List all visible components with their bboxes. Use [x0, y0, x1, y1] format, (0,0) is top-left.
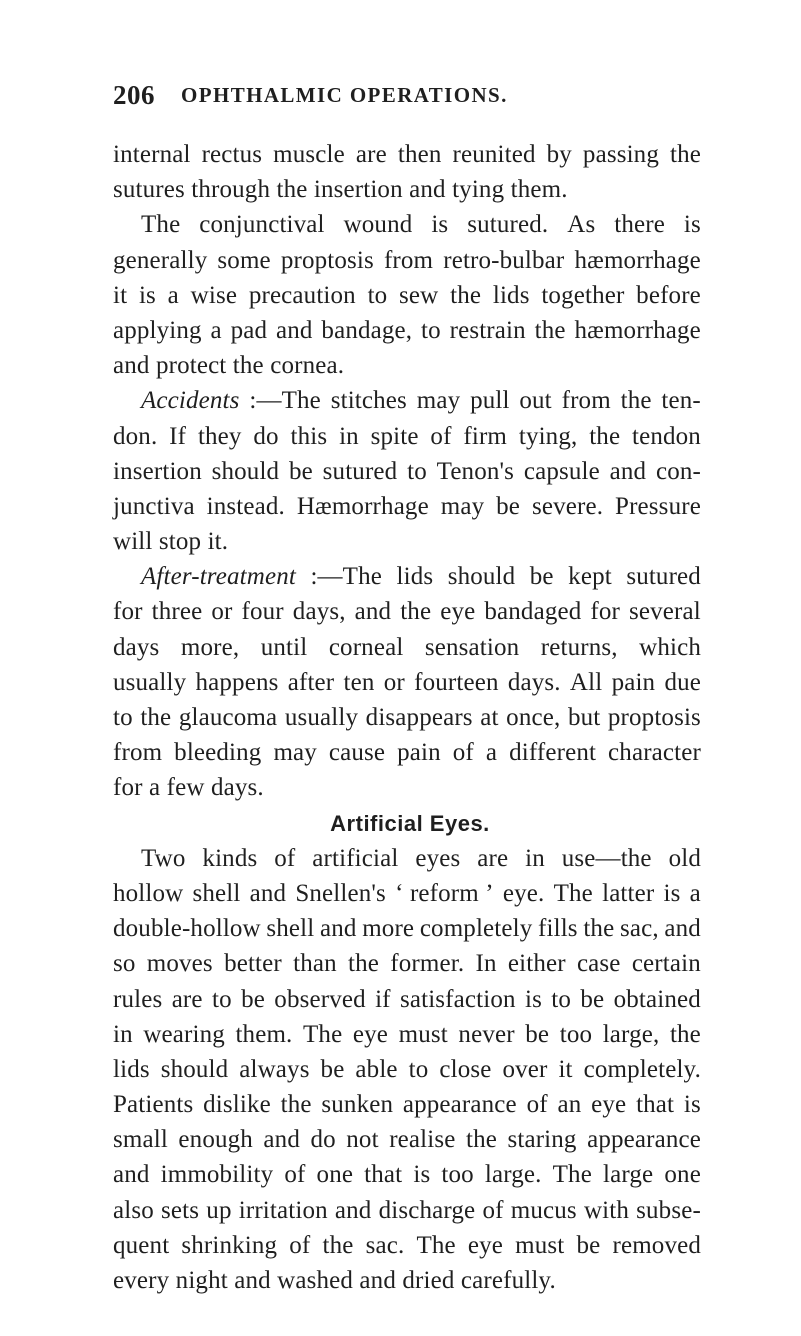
text-line: and immobility of one that is too large. The large one	[113, 1161, 701, 1189]
text-line: it is a wise precaution to sew the lids together before	[113, 281, 701, 309]
text-line: sutures through the insertion and tying them.	[113, 176, 568, 204]
text-line: double-hollow shell and more completely fills the sac, and	[113, 915, 701, 943]
text-line: and protect the cornea.	[113, 352, 345, 380]
run-in-heading: After-treatment	[141, 563, 296, 591]
text-line: rules are to be observed if satisfaction is to be obtained	[113, 985, 701, 1013]
text-line: in wearing them. The eye must never be too large, the	[113, 1020, 701, 1048]
run-in-heading: Accidents	[141, 387, 240, 415]
text-line: from bleeding may cause pain of a different character	[113, 739, 701, 767]
section-heading-line	[113, 806, 701, 841]
text-line: After-treatment :—The lids should be kept sutured	[113, 559, 701, 594]
text-line: junctiva instead. Hæmorrhage may be severe. Pressure	[113, 492, 701, 520]
text-line: every night and washed and dried carefully.	[113, 1267, 556, 1294]
text-line: don. If they do this in spite of firm tying, the tendon	[113, 422, 701, 450]
text-line: small enough and do not realise the staring appearance	[113, 1126, 701, 1154]
text-line: days more, until corneal sensation returns, which	[113, 633, 701, 661]
text-line: for three or four days, and the eye bandaged for several	[113, 598, 701, 626]
text-line: insertion should be sutured to Tenon's capsule and con-	[113, 457, 701, 485]
text-line: lids should always be able to close over it completely.	[113, 1055, 701, 1083]
text-line: quent shrinking of the sac. The eye must be removed	[113, 1231, 701, 1259]
text-line: hollow shell and Snellen's ‘ reform ’ eye. The latter is a	[113, 879, 701, 907]
running-head	[113, 80, 573, 110]
text-line: Patients dislike the sunken appearance of an eye that is	[113, 1091, 701, 1119]
running-title: OPHTHALMIC OPERATIONS.	[181, 83, 508, 107]
text-line: applying a pad and bandage, to restrain the hæmorrhage	[113, 316, 701, 344]
text-line: also sets up irritation and discharge of mucus with subse-	[113, 1196, 701, 1224]
text-line: internal rectus muscle are then reunited by passing the	[113, 141, 701, 168]
text-line: usually happens after ten or fourteen days. All pain due	[113, 668, 701, 696]
body-text	[113, 137, 701, 1298]
text-line: generally some proptosis from retro-bulbar hæmorrhage	[113, 246, 701, 274]
text-line: Two kinds of artificial eyes are in use—the old	[141, 844, 701, 872]
text-line: for a few days.	[113, 774, 264, 802]
text-line: so moves better than the former. In either case certain	[113, 950, 701, 978]
section-heading: Artificial Eyes.	[330, 810, 490, 836]
text-line: The conjunctival wound is sutured. As there is	[141, 211, 701, 239]
text-line: Accidents :—The stitches may pull out from the ten-	[113, 383, 701, 418]
page-number: 206	[113, 80, 155, 110]
text-line: to the glaucoma usually disappears at once, but proptosis	[113, 704, 701, 731]
text-line: will stop it.	[113, 528, 229, 556]
